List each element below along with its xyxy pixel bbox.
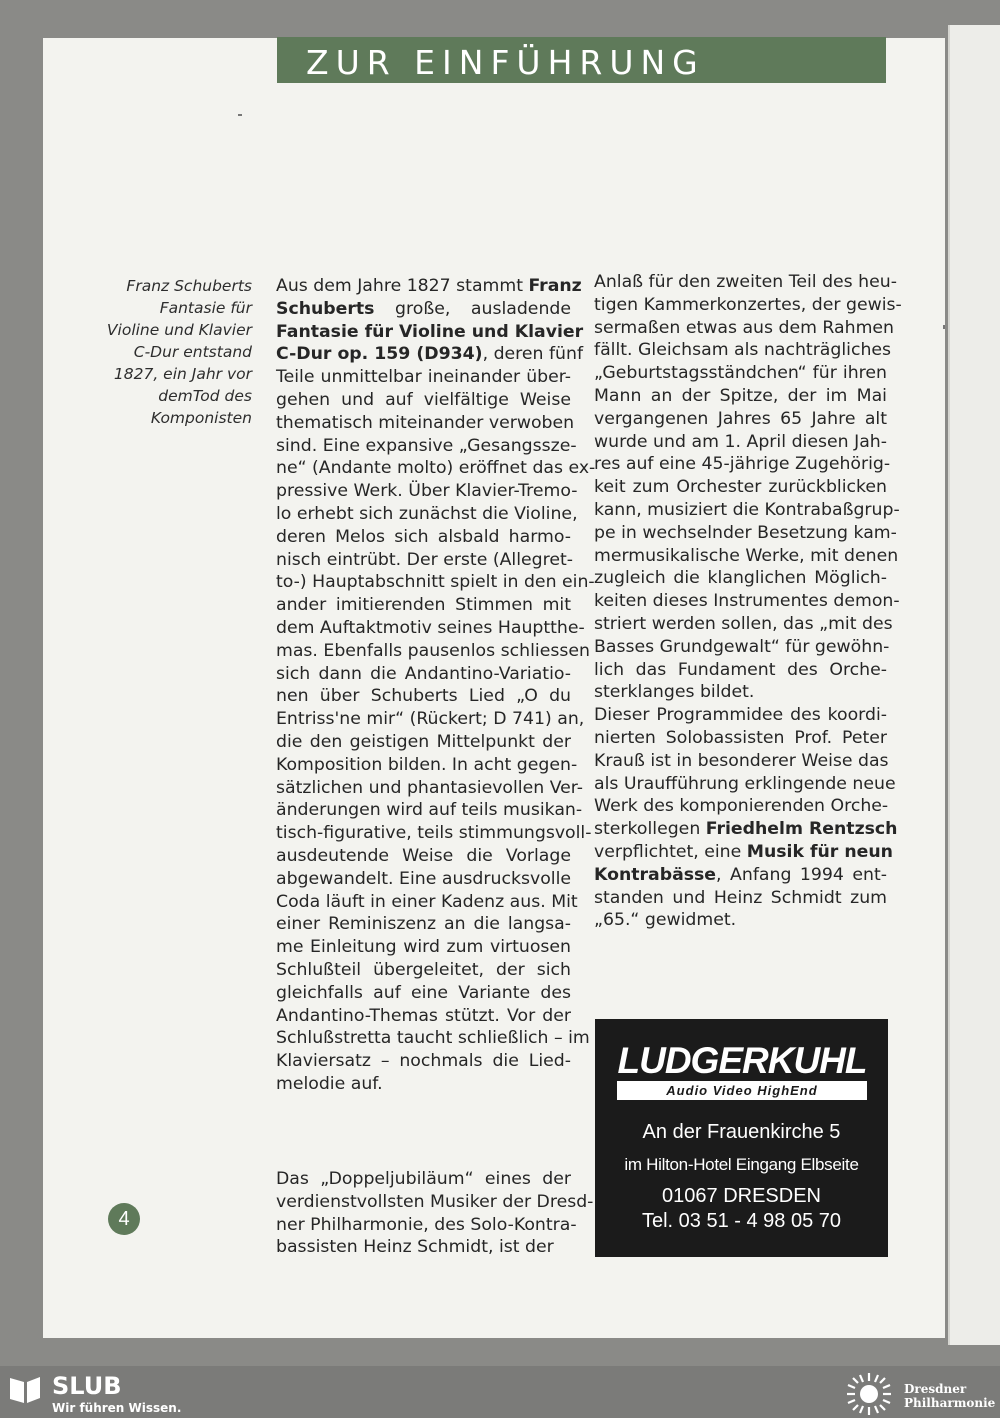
text-line: Werk des komponierenden Orche- bbox=[594, 796, 889, 817]
text-line: die den geistigen Mittelpunkt der bbox=[276, 731, 571, 752]
text-line: kann, musiziert die Kontrabaßgrup- bbox=[594, 499, 900, 520]
text-line: keiten dieses Instrumentes demon- bbox=[594, 591, 900, 612]
ad-city: 01067 DRESDEN bbox=[662, 1185, 821, 1207]
text-line: Krauß ist in besonderer Weise das bbox=[594, 750, 889, 771]
text-line: verpflichtet, eine Musik für neun bbox=[594, 841, 893, 862]
text-line: Basses Grundgewalt“ für gewöhn- bbox=[594, 636, 890, 657]
sunburst-logo-icon bbox=[842, 1372, 896, 1416]
text-line: Das „Doppeljubiläum“ eines der bbox=[276, 1169, 571, 1189]
text-line: deren Melos sich alsbald harmo- bbox=[276, 526, 571, 547]
ad-address-line: An der Frauenkirche 5 bbox=[642, 1121, 841, 1143]
text-line: einer Reminiszenz an die langsa- bbox=[276, 914, 571, 935]
ad-address-detail: im Hilton-Hotel Eingang Elbseite bbox=[624, 1155, 859, 1174]
text-line: tisch-figurative, teils stimmungsvoll- bbox=[276, 823, 592, 844]
scan-speck bbox=[943, 325, 945, 329]
caption-line: Komponisten bbox=[150, 409, 252, 427]
text-line: gehen und auf vielfältige Weise bbox=[276, 389, 571, 410]
text-line: Fantasie für Violine und Klavier bbox=[276, 321, 584, 342]
text-line: ne“ (Andante molto) eröffnet das ex- bbox=[276, 458, 596, 479]
caption-line: Violine und Klavier bbox=[106, 321, 252, 339]
text-line: „Geburtstagsständchen“ für ihren bbox=[594, 363, 887, 384]
text-line: Entriss'ne mir“ (Rückert; D 741) an, bbox=[276, 709, 585, 730]
text-line: sätzlichen und phantasievollen Ver- bbox=[276, 777, 584, 798]
text-line: Dieser Programmidee des koordi- bbox=[594, 705, 887, 726]
text-line: vergangenen Jahres 65 Jahre alt bbox=[594, 408, 887, 429]
text-line: Aus dem Jahre 1827 stammt Franz bbox=[276, 276, 582, 296]
body-column-left bbox=[276, 275, 596, 1096]
text-line: Coda läuft in einer Kadenz aus. Mit bbox=[276, 891, 578, 912]
text-line: abgewandelt. Eine ausdrucksvolle bbox=[276, 868, 571, 889]
text-line: verdienstvollsten Musiker der Dresd- bbox=[276, 1191, 594, 1212]
text-line: nierten Solobassisten Prof. Peter bbox=[594, 727, 887, 748]
library-tagline: Wir führen Wissen. bbox=[52, 1401, 182, 1415]
text-line: sich dann die Andantino-Variatio- bbox=[276, 663, 571, 684]
text-line: sind. Eine expansive „Gesangssze- bbox=[276, 435, 577, 456]
text-line: pe in wechselnder Besetzung kam- bbox=[594, 522, 897, 543]
margin-caption bbox=[104, 275, 252, 429]
text-line: striert werden sollen, das „mit des bbox=[594, 613, 893, 634]
text-line: Komposition bilden. In acht gegen- bbox=[276, 754, 578, 775]
text-line: Anlaß für den zweiten Teil des heu- bbox=[594, 272, 897, 292]
section-title: ZUR EINFÜHRUNG bbox=[306, 43, 705, 82]
text-line: res auf eine 45-jährige Zugehörig- bbox=[594, 454, 891, 475]
text-line: zugleich die klanglichen Möglich- bbox=[594, 568, 887, 589]
body-column-right bbox=[594, 271, 902, 932]
text-line: sermaßen etwas aus dem Rahmen bbox=[594, 317, 895, 338]
text-line: sterkollegen Friedhelm Rentzsch bbox=[594, 819, 898, 840]
text-line: thematisch miteinander verwoben bbox=[276, 412, 575, 433]
text-line: änderungen wird auf teils musikan- bbox=[276, 800, 583, 821]
advertisement-box bbox=[595, 1019, 888, 1257]
text-line: fällt. Gleichsam als nachträgliches bbox=[594, 340, 892, 361]
text-line: Schuberts große, ausladende bbox=[276, 298, 571, 319]
text-line: Klaviersatz – nochmals die Lied- bbox=[276, 1051, 571, 1072]
caption-line: C-Dur entstand bbox=[133, 343, 252, 361]
text-line: bassisten Heinz Schmidt, ist der bbox=[276, 1237, 554, 1258]
text-line: nen über Schuberts Lied „O du bbox=[276, 686, 571, 707]
caption-line: Fantasie für bbox=[159, 299, 252, 317]
text-line: lich das Fundament des Orche- bbox=[594, 659, 887, 680]
text-line: ausdeutende Weise die Vorlage bbox=[276, 845, 571, 866]
library-name: SLUB bbox=[52, 1372, 122, 1400]
text-line: mermusikalische Werke, mit denen bbox=[594, 545, 899, 566]
text-line: Teile unmittelbar ineinander über- bbox=[276, 367, 571, 388]
adjacent-page-edge bbox=[948, 25, 1000, 1345]
text-line: me Einleitung wird zum virtuosen bbox=[276, 937, 571, 958]
text-line: pressive Werk. Über Klavier-Tremo- bbox=[276, 481, 578, 502]
text-line: gleichfalls auf eine Variante des bbox=[276, 982, 571, 1003]
text-line: keit zum Orchester zurückblicken bbox=[594, 477, 887, 498]
text-line: wurde und am 1. April diesen Jah- bbox=[594, 431, 887, 452]
ad-phone: Tel. 03 51 - 4 98 05 70 bbox=[641, 1210, 842, 1232]
text-line: standen und Heinz Schmidt zum bbox=[594, 887, 887, 908]
text-line: ner Philharmonie, des Solo-Kontra- bbox=[276, 1214, 577, 1235]
text-line: Andantino-Themas stützt. Vor der bbox=[276, 1005, 571, 1026]
text-line: als Uraufführung erklingende neue bbox=[594, 773, 896, 794]
text-line: „65.“ gewidmet. bbox=[594, 910, 737, 931]
text-line: ander imitierenden Stimmen mit bbox=[276, 595, 571, 616]
book-icon bbox=[8, 1374, 42, 1404]
caption-line: 1827, ein Jahr vor bbox=[113, 365, 252, 383]
text-line: sterklanges bildet. bbox=[594, 682, 755, 703]
ad-tagline: Audio Video HighEnd bbox=[617, 1081, 867, 1100]
scan-speck bbox=[238, 114, 242, 116]
text-line: Kontrabässe, Anfang 1994 ent- bbox=[594, 864, 887, 885]
text-line: nisch eintrübt. Der erste (Allegret- bbox=[276, 549, 573, 570]
page-number-badge: 4 bbox=[108, 1203, 140, 1235]
text-line: mas. Ebenfalls pausenlos schliessen bbox=[276, 640, 590, 661]
text-line: Schlußteil übergeleitet, der sich bbox=[276, 959, 571, 980]
text-line: Schlußstretta taucht schließlich – im bbox=[276, 1028, 590, 1049]
text-line: to-) Hauptabschnitt spielt in den ein- bbox=[276, 572, 595, 593]
text-line: tigen Kammerkonzertes, der gewis- bbox=[594, 294, 902, 315]
text-line: C-Dur op. 159 (D934), deren fünf bbox=[276, 344, 584, 365]
ad-logo: LUDGERKUHL bbox=[617, 1040, 867, 1081]
text-line: melodie auf. bbox=[276, 1073, 383, 1094]
caption-line: demTod des bbox=[158, 387, 252, 405]
caption-line: Franz Schuberts bbox=[126, 277, 252, 295]
text-line: dem Auftaktmotiv seines Hauptthe- bbox=[276, 617, 585, 638]
text-line: Mann an der Spitze, der im Mai bbox=[594, 385, 887, 406]
partner-name: Dresdner Philharmonie bbox=[904, 1382, 996, 1410]
body-column-left-continued bbox=[276, 1168, 594, 1259]
text-line: lo erhebt sich zunächst die Violine, bbox=[276, 503, 578, 524]
